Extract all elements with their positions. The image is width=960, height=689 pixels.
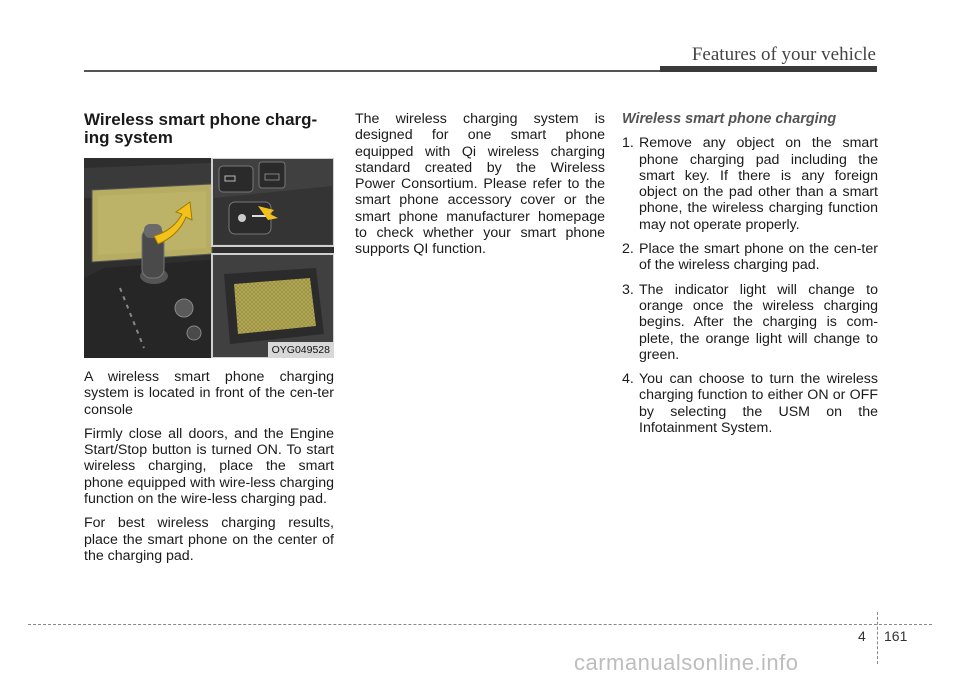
paragraph: Firmly close all doors, and the Engine Start/Stop button is turned ON. To start wireless charging, place the smart phone equipped with wire-less charging function on the wire-less charging pad. xyxy=(84,425,334,508)
footer-divider xyxy=(877,612,878,664)
header-rule-accent xyxy=(660,66,877,72)
section-heading xyxy=(84,111,334,147)
list-item xyxy=(622,371,878,436)
paragraph: A wireless smart phone charging system is located in front of the cen-ter console xyxy=(84,369,334,418)
column-right xyxy=(622,111,878,444)
list-item xyxy=(622,135,878,233)
heading-line-1: Wireless smart phone charg- xyxy=(84,110,318,129)
list-item xyxy=(622,241,878,274)
console-illustration-svg xyxy=(84,158,334,358)
column-middle xyxy=(355,111,605,266)
header-rule xyxy=(84,70,660,72)
step-text: Remove any object on the smart phone charging pad including the smart key. If there is any foreign object on the pad other than a smart phone, the wireless charging function may not operate properly. xyxy=(639,135,878,233)
section-title: Features of your vehicle xyxy=(691,44,876,65)
footer-rule xyxy=(28,624,932,625)
step-text: You can choose to turn the wireless charging function to either ON or OFF by selecting the USM on the Infotainment System. xyxy=(639,371,878,437)
chapter-number: 4 xyxy=(858,628,866,644)
watermark-link[interactable]: carmanualsonline.info xyxy=(574,650,799,675)
page-number: 161 xyxy=(884,628,908,644)
step-text: Place the smart phone on the cen-ter of the wireless charging pad. xyxy=(639,241,878,274)
paragraph: For best wireless charging results, place the smart phone on the center of the charging pad. xyxy=(84,515,334,564)
heading-line-2: ing system xyxy=(84,128,173,147)
step-number: 3. xyxy=(622,281,634,298)
figure-code: OYG049528 xyxy=(268,342,334,358)
step-text: The indicator light will change to orange once the wireless charging begins. After the charging is com-plete, the orange light will change to green. xyxy=(639,281,878,363)
steps-list xyxy=(622,135,878,436)
step-number: 2. xyxy=(622,241,634,258)
charging-pad-illustration xyxy=(84,158,334,358)
list-item xyxy=(622,282,878,363)
step-number: 1. xyxy=(622,135,634,152)
step-number: 4. xyxy=(622,371,634,388)
subheading: Wireless smart phone charging xyxy=(622,111,837,127)
column-left xyxy=(84,111,334,572)
paragraph: The wireless charging system is designed for one smart phone equipped with Qi wireless charging standard created by the Wireless Power Consortium. Please refer to the smart phone accessory cover or the smart phone manufacturer homepage to check whether your smart phone supports QI function. xyxy=(355,111,605,258)
